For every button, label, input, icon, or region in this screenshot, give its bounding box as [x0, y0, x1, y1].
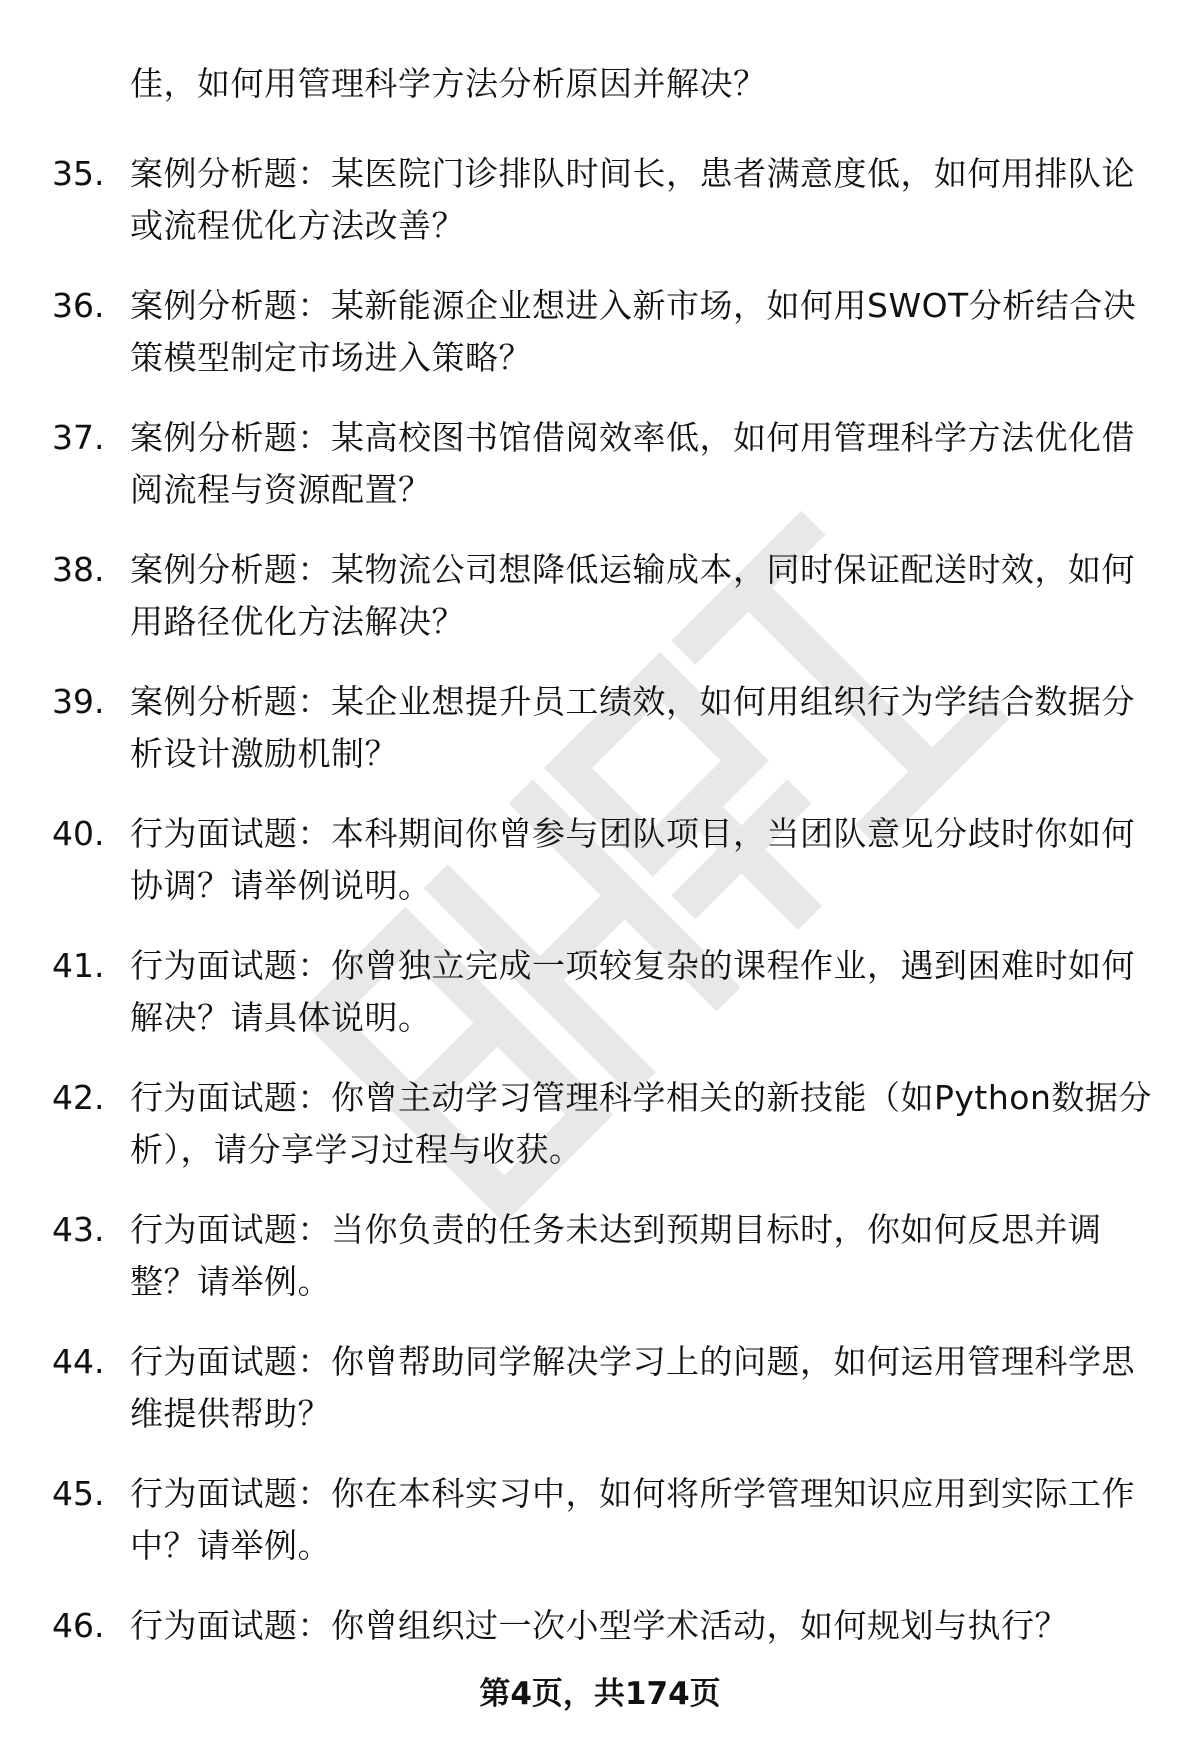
question-list [0, 148, 1200, 1732]
question-number: 43. [52, 1210, 105, 1249]
question-item [0, 1072, 1200, 1204]
question-item [0, 676, 1200, 808]
question-item [0, 544, 1200, 676]
question-text: 案例分析题：某物流公司想降低运输成本，同时保证配送时效，如何用路径优化方法解决？ [130, 550, 1135, 641]
question-text: 行为面试题：本科期间你曾参与团队项目，当团队意见分歧时你如何协调？请举例说明。 [130, 814, 1135, 905]
question-number: 45. [52, 1474, 105, 1513]
question-text: 行为面试题：你曾独立完成一项较复杂的课程作业，遇到困难时如何解决？请具体说明。 [130, 946, 1135, 1037]
question-number: 41. [52, 946, 105, 985]
question-item [0, 808, 1200, 940]
question-number: 44. [52, 1342, 105, 1381]
question-number: 37. [52, 418, 105, 457]
question-number: 38. [52, 550, 105, 589]
question-number: 35. [52, 154, 105, 193]
question-text: 行为面试题：你曾组织过一次小型学术活动，如何规划与执行？ [130, 1606, 1068, 1645]
question-text: 案例分析题：某企业想提升员工绩效，如何用组织行为学结合数据分析设计激励机制？ [130, 682, 1135, 773]
question-text: 行为面试题：你曾主动学习管理科学相关的新技能（如Python数据分析），请分享学习过程与收获。 [130, 1078, 1152, 1169]
question-item [0, 280, 1200, 412]
continuation-text: 佳，如何用管理科学方法分析原因并解决？ [130, 64, 767, 103]
question-text: 行为面试题：当你负责的任务未达到预期目标时，你如何反思并调整？请举例。 [130, 1210, 1102, 1301]
question-number: 36. [52, 286, 105, 325]
page-footer: 第4页，共174页 [479, 1676, 721, 1712]
question-number: 42. [52, 1078, 105, 1117]
question-number: 39. [52, 682, 105, 721]
question-item [0, 1204, 1200, 1336]
question-text: 案例分析题：某高校图书馆借阅效率低，如何用管理科学方法优化借阅流程与资源配置？ [130, 418, 1135, 509]
question-number: 46. [52, 1606, 105, 1645]
question-item [0, 940, 1200, 1072]
question-text: 行为面试题：你曾帮助同学解决学习上的问题，如何运用管理科学思维提供帮助？ [130, 1342, 1135, 1433]
question-text: 案例分析题：某新能源企业想进入新市场，如何用SWOT分析结合决策模型制定市场进入策略？ [130, 286, 1137, 377]
question-text: 行为面试题：你在本科实习中，如何将所学管理知识应用到实际工作中？请举例。 [130, 1474, 1135, 1565]
question-text: 案例分析题：某医院门诊排队时间长，患者满意度低，如何用排队论或流程优化方法改善？ [130, 154, 1135, 245]
question-item [0, 1336, 1200, 1468]
question-item [0, 1468, 1200, 1600]
question-item [0, 412, 1200, 544]
question-number: 40. [52, 814, 105, 853]
question-item [0, 148, 1200, 280]
